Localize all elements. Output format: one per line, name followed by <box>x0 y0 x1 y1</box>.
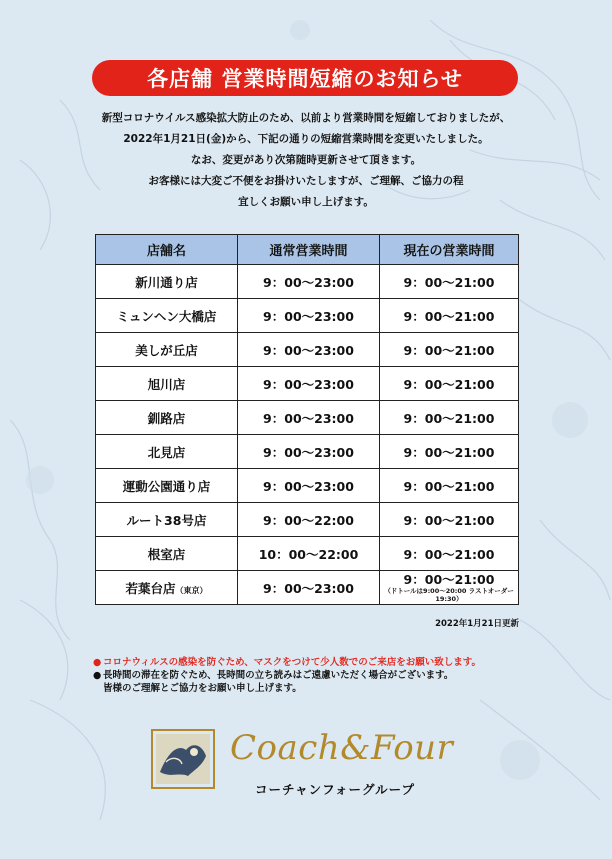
table-row <box>96 367 518 401</box>
table-row <box>96 435 518 469</box>
store-location-suffix: （東京） <box>175 585 208 595</box>
table-row <box>96 537 518 571</box>
header-current-hours: 現在の営業時間 <box>380 235 518 265</box>
normal-hours: 9：00～23:00 <box>238 333 380 367</box>
store-name: 運動公園通り店 <box>96 469 238 503</box>
current-hours-cell <box>380 571 518 604</box>
store-name: 美しが丘店 <box>96 333 238 367</box>
header-store-name: 店舗名 <box>96 235 238 265</box>
intro-line: なお、変更があり次第随時更新させて頂きます。 <box>190 154 422 166</box>
normal-hours: 9：00～23:00 <box>238 435 380 469</box>
table-row <box>96 401 518 435</box>
store-name: 旭川店 <box>96 367 238 401</box>
store-name: 新川通り店 <box>96 265 238 299</box>
intro-line: 新型コロナウイルス感染拡大防止のため、以前より営業時間を短縮しておりましたが、 <box>101 112 511 124</box>
current-hours: 9：00～21:00 <box>380 265 518 299</box>
store-name: ミュンヘン大橋店 <box>96 299 238 333</box>
table-row <box>96 503 518 537</box>
normal-hours: 9：00～23:00 <box>238 299 380 333</box>
note-text: 長時間の滞在を防ぐため、長時間の立ち読みはご遠慮いただく場合がございます。 <box>103 670 454 681</box>
note-text: 皆様のご理解とご協力をお願い申し上げます。 <box>103 683 302 694</box>
store-name-cell <box>96 571 238 604</box>
current-hours: 9：00～21:00 <box>380 537 518 571</box>
store-name: 若葉台店 <box>125 580 176 596</box>
logo-wordmark: Coach&Four <box>230 728 454 768</box>
current-hours: 9：00～21:00 <box>403 571 495 587</box>
store-hours-table <box>95 234 519 605</box>
current-hours: 9：00～21:00 <box>380 503 518 537</box>
table-row <box>96 333 518 367</box>
current-hours: 9：00～21:00 <box>380 435 518 469</box>
note-thanks <box>93 682 533 695</box>
normal-hours: 9：00～23:00 <box>238 265 380 299</box>
current-hours: 9：00～21:00 <box>380 401 518 435</box>
intro-line: お客様には大変ご不便をお掛けいたしますが、ご理解、ご協力の程 <box>148 175 464 187</box>
store-name: 北見店 <box>96 435 238 469</box>
current-hours: 9：00～21:00 <box>380 469 518 503</box>
note-mask <box>93 656 533 669</box>
note-reading <box>93 669 533 682</box>
intro-text <box>40 108 572 213</box>
store-name: 釧路店 <box>96 401 238 435</box>
current-hours: 9：00～21:00 <box>380 333 518 367</box>
table-row <box>96 265 518 299</box>
normal-hours: 9：00～22:00 <box>238 503 380 537</box>
header-normal-hours: 通常営業時間 <box>238 235 380 265</box>
note-text: コロナウィルスの感染を防ぐため、マスクをつけて少人数でのご来店をお願い致します。 <box>103 657 482 668</box>
logo-kana: コーチャンフォーグループ <box>255 782 416 797</box>
table-row <box>96 571 518 604</box>
notes <box>93 656 533 695</box>
table-header-row <box>96 235 518 265</box>
table-row <box>96 299 518 333</box>
normal-hours: 9：00～23:00 <box>238 469 380 503</box>
current-hours: 9：00～21:00 <box>380 367 518 401</box>
normal-hours: 9：00～23:00 <box>238 571 380 604</box>
store-name: ルート38号店 <box>96 503 238 537</box>
notice-title-banner <box>92 60 518 96</box>
current-hours: 9：00～21:00 <box>380 299 518 333</box>
intro-line: 宜しくお願い申し上げます。 <box>238 196 374 208</box>
notice-title: 各店舗 営業時間短縮のお知らせ <box>147 67 463 91</box>
normal-hours: 10：00～22:00 <box>238 537 380 571</box>
normal-hours: 9：00～23:00 <box>238 367 380 401</box>
doutor-hours-note: （ドトールは9:00～20:00 ラストオーダー19:30） <box>384 586 514 603</box>
intro-line: 2022年1月21日(金)から、下記の通りの短縮営業時間を変更いたしました。 <box>123 133 489 145</box>
bullet-icon: ● <box>93 657 102 668</box>
updated-date: 2022年1月21日更新 <box>435 619 519 629</box>
bullet-icon: ● <box>93 670 102 681</box>
normal-hours: 9：00～23:00 <box>238 401 380 435</box>
table-row <box>96 469 518 503</box>
store-name: 根室店 <box>96 537 238 571</box>
